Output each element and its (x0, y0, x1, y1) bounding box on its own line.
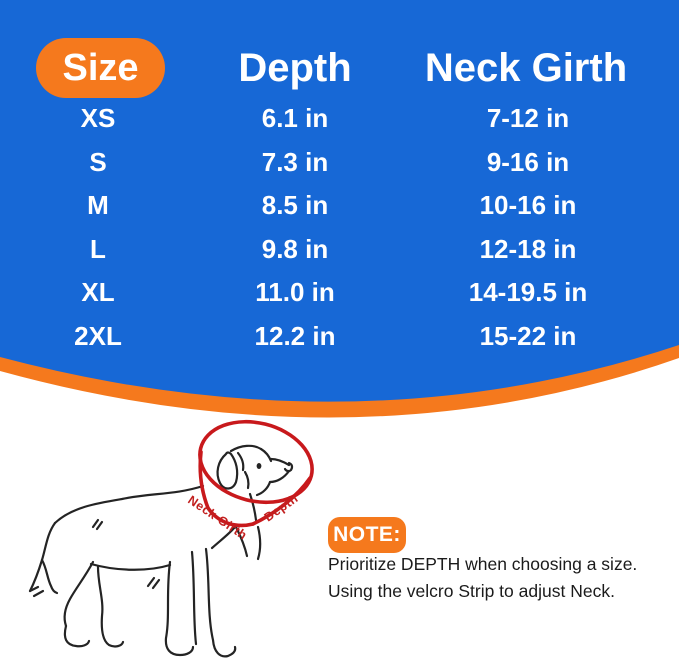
table-row-l (0, 228, 662, 272)
note-text (328, 551, 658, 605)
dog-eye (257, 463, 262, 469)
note-badge-label: NOTE: (333, 523, 401, 546)
size-table (0, 97, 662, 358)
neck-girth-label: Neck Girth (185, 492, 250, 543)
depth-cell: 7.3 in (261, 146, 329, 177)
depth-cell: 9.8 in (261, 233, 329, 264)
depth-cell: 6.1 in (261, 103, 329, 134)
size-cell: XS (80, 103, 116, 134)
neck-girth-cell: 9-16 in (486, 146, 570, 177)
size-header-pill (36, 38, 165, 98)
neck-girth-header-label: Neck Girth (424, 46, 628, 90)
depth-label: Depth (261, 491, 301, 525)
table-row-2xl (0, 315, 662, 359)
neck-girth-cell: 12-18 in (479, 233, 577, 264)
neck-girth-cell: 10-16 in (479, 190, 577, 221)
neck-girth-cell: 15-22 in (479, 320, 577, 351)
neck-girth-cell: 7-12 in (486, 103, 570, 134)
depth-header-label: Depth (238, 46, 352, 90)
dog-sketch (30, 446, 292, 657)
size-header-label: Size (62, 46, 139, 89)
size-cell: S (89, 146, 107, 177)
table-row-s (0, 141, 662, 185)
cone-rim (191, 410, 320, 513)
size-cell: M (87, 190, 109, 221)
table-row-xl (0, 271, 662, 315)
depth-cell: 8.5 in (261, 190, 329, 221)
note-line-2: Using the velcro Strip to adjust Neck. (328, 581, 615, 601)
note-line-1: Prioritize DEPTH when choosing a size. (328, 554, 638, 574)
size-cell: XL (81, 277, 115, 308)
depth-cell: 12.2 in (254, 320, 336, 351)
size-cell: L (90, 233, 106, 264)
table-row-m (0, 184, 662, 228)
depth-cell: 11.0 in (255, 277, 335, 308)
size-cell: 2XL (74, 320, 122, 351)
neck-girth-cell: 14-19.5 in (468, 277, 588, 308)
table-row-xs (0, 97, 662, 141)
note-badge (328, 517, 406, 553)
